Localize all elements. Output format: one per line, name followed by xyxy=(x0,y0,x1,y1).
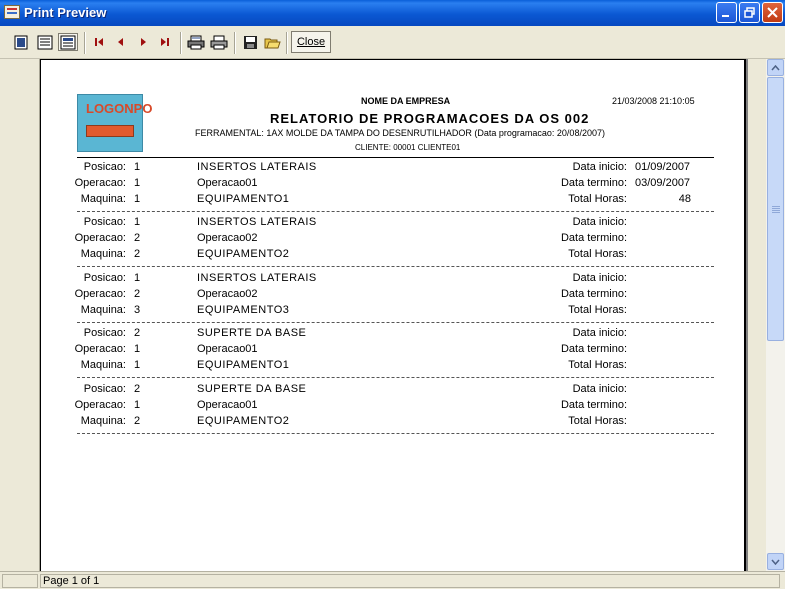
company-logo xyxy=(77,94,153,152)
maquina-value: 1 xyxy=(134,359,141,372)
record-divider xyxy=(77,322,714,323)
toolbar-separator xyxy=(286,32,288,54)
page-width-view-button[interactable] xyxy=(35,33,55,51)
report-title: RELATORIO DE PROGRAMACOES DA OS 002 xyxy=(270,111,590,126)
minimize-button[interactable] xyxy=(716,2,737,23)
data-inicio-label: Data inicio: xyxy=(572,382,627,395)
operacao-label: Operacao: xyxy=(74,343,126,356)
operacao-value: 1 xyxy=(134,177,141,189)
data-termino-label: Data termino: xyxy=(560,232,627,245)
record-divider xyxy=(77,377,714,378)
toolbar-separator xyxy=(234,32,236,54)
total-horas-label: Total Horas: xyxy=(568,359,627,372)
data-inicio-value: 01/09/2007 xyxy=(635,161,691,173)
open-report-button[interactable] xyxy=(262,33,282,51)
operacao-value: 2 xyxy=(134,232,141,245)
data-termino-label: Data termino: xyxy=(560,287,627,300)
operacao-label: Operacao: xyxy=(74,287,126,300)
posicao-value: 1 xyxy=(134,161,141,173)
operacao-description: Operacao02 xyxy=(197,287,258,300)
posicao-label: Posicao: xyxy=(83,327,126,340)
posicao-description: SUPERTE DA BASE xyxy=(197,382,307,395)
total-horas-label: Total Horas: xyxy=(568,193,627,205)
posicao-description: INSERTOS LATERAIS xyxy=(197,216,317,229)
data-inicio-label: Data inicio: xyxy=(572,271,627,284)
operacao-description: Operacao02 xyxy=(197,232,258,245)
restore-icon xyxy=(744,7,755,18)
maquina-value: 1 xyxy=(134,193,141,205)
maquina-value: 2 xyxy=(134,248,141,261)
printer-icon xyxy=(210,35,228,50)
operacao-label: Operacao: xyxy=(74,232,126,245)
maquina-description: EQUIPAMENTO3 xyxy=(197,303,290,316)
logo-text: LOGONPO xyxy=(86,101,153,116)
toolbar-separator xyxy=(84,32,86,54)
posicao-description: INSERTOS LATERAIS xyxy=(197,271,317,284)
total-horas-label: Total Horas: xyxy=(568,248,627,261)
operacao-label: Operacao: xyxy=(74,398,126,411)
maquina-label: Maquina: xyxy=(80,414,126,427)
toolbar-separator xyxy=(180,32,182,54)
chevron-up-icon xyxy=(771,65,780,71)
preview-right-margin xyxy=(748,59,766,571)
maquina-label: Maquina: xyxy=(80,303,126,316)
report-page xyxy=(40,59,746,571)
last-page-icon xyxy=(159,36,171,48)
operacao-description: Operacao01 xyxy=(197,177,258,189)
data-inicio-label: Data inicio: xyxy=(572,161,627,173)
printer-setup-button[interactable] xyxy=(186,33,206,51)
next-page-button[interactable] xyxy=(133,33,153,51)
operacao-description: Operacao01 xyxy=(197,343,258,356)
operacao-description: Operacao01 xyxy=(197,398,258,411)
vertical-scrollbar[interactable] xyxy=(766,59,785,571)
record-divider xyxy=(77,211,714,212)
data-termino-label: Data termino: xyxy=(560,398,627,411)
previous-page-icon xyxy=(115,36,127,48)
minimize-icon xyxy=(721,7,732,18)
report-datetime: 21/03/2008 21:10:05 xyxy=(612,96,695,106)
data-inicio-label: Data inicio: xyxy=(572,216,627,229)
company-name: NOME DA EMPRESA xyxy=(361,96,451,106)
maquina-description: EQUIPAMENTO1 xyxy=(197,193,290,205)
ferramental-line: FERRAMENTAL: 1AX MOLDE DA TAMPA DO DESENRUTILHADOR (Data programacao: 20/08/2007) xyxy=(195,128,605,138)
next-page-icon xyxy=(137,36,149,48)
posicao-description: INSERTOS LATERAIS xyxy=(197,161,317,173)
maquina-label: Maquina: xyxy=(80,359,126,372)
last-page-button[interactable] xyxy=(155,33,175,51)
data-termino-label: Data termino: xyxy=(560,177,627,189)
scroll-up-button[interactable] xyxy=(767,59,784,76)
posicao-label: Posicao: xyxy=(83,382,126,395)
title-bar[interactable] xyxy=(0,0,785,26)
print-button[interactable] xyxy=(209,33,229,51)
status-bar xyxy=(0,571,785,589)
scroll-thumb[interactable] xyxy=(767,77,784,341)
client-line: CLIENTE: 00001 CLIENTE01 xyxy=(355,143,461,152)
full-page-icon xyxy=(60,35,76,50)
toolbar xyxy=(0,26,785,59)
data-inicio-label: Data inicio: xyxy=(572,327,627,340)
maquina-description: EQUIPAMENTO1 xyxy=(197,359,290,372)
data-termino-value: 03/09/2007 xyxy=(635,177,691,189)
previous-page-button[interactable] xyxy=(111,33,131,51)
close-icon xyxy=(767,7,778,18)
maximize-button[interactable] xyxy=(739,2,760,23)
one-page-view-button[interactable] xyxy=(11,33,31,51)
posicao-description: SUPERTE DA BASE xyxy=(197,327,307,340)
open-folder-icon xyxy=(264,35,281,50)
save-report-button[interactable] xyxy=(240,33,260,51)
posicao-value: 1 xyxy=(134,271,141,284)
operacao-value: 2 xyxy=(134,287,141,300)
first-page-icon xyxy=(93,36,105,48)
logo-bar xyxy=(86,125,134,137)
save-icon xyxy=(243,35,258,50)
posicao-value: 1 xyxy=(134,216,141,229)
window-title: Print Preview xyxy=(24,5,107,20)
posicao-value: 2 xyxy=(134,382,141,395)
posicao-value: 2 xyxy=(134,327,141,340)
maquina-description: EQUIPAMENTO2 xyxy=(197,248,290,261)
status-pane-blank xyxy=(2,574,38,588)
maquina-value: 3 xyxy=(134,303,141,316)
operacao-value: 1 xyxy=(134,343,141,356)
close-window-button[interactable] xyxy=(762,2,783,23)
operacao-label: Operacao: xyxy=(74,177,126,189)
total-horas-value: 48 xyxy=(678,193,691,205)
maquina-label: Maquina: xyxy=(80,248,126,261)
one-page-icon xyxy=(13,35,29,50)
record-divider xyxy=(77,433,714,434)
printer-setup-icon xyxy=(187,35,205,50)
posicao-label: Posicao: xyxy=(83,271,126,284)
chevron-down-icon xyxy=(771,559,780,565)
record-divider xyxy=(77,266,714,267)
total-horas-label: Total Horas: xyxy=(568,303,627,316)
close-button[interactable]: Close xyxy=(291,31,331,53)
full-page-view-button[interactable] xyxy=(58,33,78,51)
print-preview-app-icon xyxy=(4,5,20,19)
scroll-down-button[interactable] xyxy=(767,553,784,570)
posicao-label: Posicao: xyxy=(83,161,126,173)
page-indicator: Page 1 of 1 xyxy=(40,574,780,588)
data-termino-label: Data termino: xyxy=(560,343,627,356)
header-rule xyxy=(77,157,714,158)
total-horas-label: Total Horas: xyxy=(568,414,627,427)
operacao-value: 1 xyxy=(134,398,141,411)
page-width-icon xyxy=(37,35,53,50)
maquina-label: Maquina: xyxy=(80,193,126,205)
first-page-button[interactable] xyxy=(89,33,109,51)
maquina-description: EQUIPAMENTO2 xyxy=(197,414,290,427)
maquina-value: 2 xyxy=(134,414,141,427)
posicao-label: Posicao: xyxy=(83,216,126,229)
